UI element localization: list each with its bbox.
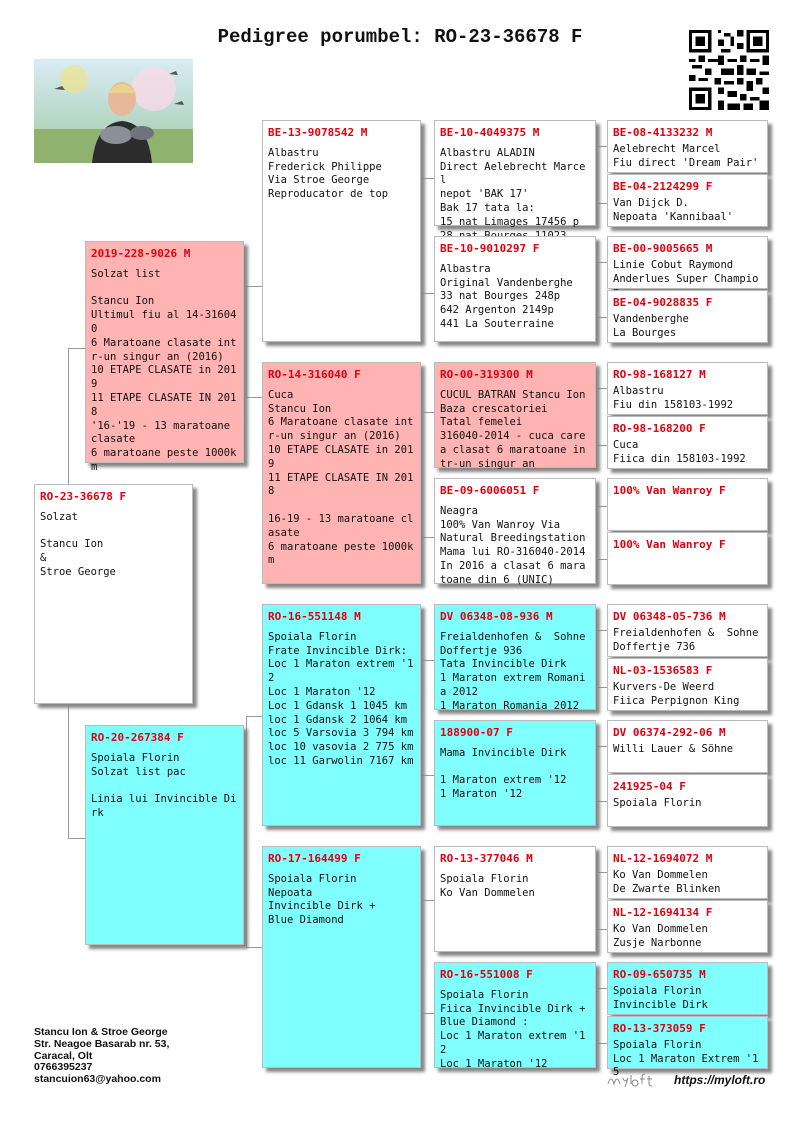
card-line [91,779,238,793]
ring-number: RO-20-267384 F [91,731,184,744]
card-line: Stancu Ion [268,402,332,415]
card-line: 1 Maraton '12 [440,788,523,801]
card-line: Fiica Perpignon King [613,694,740,707]
ring-number: DV 06348-05-736 M [613,610,726,623]
ring-number: DV 06374-292-06 M [613,726,726,739]
card-line: Spoiala Florin [440,872,529,885]
card-line: Mama lui RO-316040-2014 [440,546,586,559]
card-line: Freialdenhofen & Sohne [440,630,586,643]
card-line: Natural Breedingstation [440,532,586,545]
connector [246,286,263,398]
ring-number: 188900-07 F [440,726,513,739]
card-line: 33 nat Bourges 248p [440,290,561,303]
card-line: Loc 1 Maraton '12 [440,1057,548,1070]
ring-number: RO-13-377046 M [440,852,533,865]
ring-number: BE-08-4133232 M [613,126,713,139]
card-line: Spoiala Florin [91,751,180,764]
card-line: Albastru ALADIN [440,146,535,159]
pigeon-card-g4-1[interactable] [607,120,768,173]
ring-number: RO-13-373059 F [613,1022,706,1035]
card-line: Neagra [440,504,478,517]
ring-number: RO-16-551148 M [268,610,361,623]
card-line: Albastra [440,262,491,275]
pigeon-card-g4-13[interactable] [607,846,768,899]
card-line: Kurvers-De Weerd [613,680,715,693]
pigeon-card-g4-6[interactable] [607,416,768,469]
card-line: Fiu direct 'Dream Pair' [613,156,759,169]
card-line: 10 ETAPE CLASATE in 2019 [91,364,237,391]
connector [420,900,435,1014]
pigeon-card-sdd[interactable] [434,478,596,584]
connector [420,178,435,294]
card-line: Ko Van Dommelen [613,868,708,881]
card-line: 6 Maratoane clasate intr-un singur an (2016) [268,416,414,443]
card-line: Invincible Dirk + [268,900,376,913]
connector [420,412,435,538]
pigeon-card-sds[interactable] [434,362,596,468]
ring-number: DV 06348-08-936 M [440,610,553,623]
ring-number: RO-14-316040 F [268,368,361,381]
owner-phone: 0766395237 [34,1061,93,1074]
ring-number: RO-98-168200 F [613,422,706,435]
ring-number: RO-00-319300 M [440,368,533,381]
card-line: Fiica Invincible Dirk + Blue Diamond : [440,1002,592,1029]
qr-code[interactable] [689,30,769,110]
ring-number: 100% Van Wanroy F [613,484,726,497]
card-line: Cuca [613,438,639,451]
pigeon-card-g4-8[interactable] [607,532,768,585]
card-line [40,525,187,539]
ring-number: 2019-228-9026 M [91,247,191,260]
ring-number: RO-23-36678 F [40,490,127,503]
pigeon-card-dd[interactable] [262,846,421,1068]
ring-number: BE-10-4049375 M [440,126,540,139]
card-line: Loc 1 Maraton '12 [268,685,376,698]
card-line: Stancu Ion [91,295,155,308]
card-line: 11 ETAPE CLASATE IN 2018 [268,471,414,498]
pigeon-card-g4-7[interactable] [607,478,768,531]
connector [420,660,435,776]
card-line: Nepoata [268,886,313,899]
card-line: Fiu din 158103-1992 [613,398,734,411]
card-line: Reproducator de top [268,188,389,201]
owner-city: Caracal, Olt [34,1049,93,1062]
ring-number: RO-16-551008 F [440,968,533,981]
pigeon-card-sss[interactable] [434,120,596,226]
ring-number: BE-09-6006051 F [440,484,540,497]
card-line: Spoiala Florin [613,796,702,809]
card-line: Zusje Narbonne [613,936,702,949]
card-line: 6 maratoane peste 1000km [91,447,237,473]
card-line: Ultimul fiu al 14-316040 [91,309,237,335]
card-line: Spoiala Florin [440,988,529,1001]
card-line: Solzat list pac [91,765,186,778]
card-line: 642 Argenton 2149p [440,304,554,317]
card-line: Linia lui Invincible Dirk [91,793,237,819]
card-line: Tata Invincible Dirk [440,658,567,671]
pigeon-card-ss[interactable] [262,120,421,342]
ring-number: NL-12-1694134 F [613,906,713,919]
card-line: Loc 1 Maraton extrem '12 [440,1030,586,1056]
pigeon-card-ssd[interactable] [434,236,596,342]
card-line: 16-19 - 13 maratoane clasate [268,512,414,539]
card-line: Cuca [268,388,294,401]
card-line: Freialdenhofen & Sohne [613,626,759,639]
card-line: Ko Van Dommelen [440,886,535,899]
card-line: Frederick Philippe [268,160,382,173]
card-line: Spoiala Florin [613,1038,702,1051]
card-line: loc 5 Varsovia 3 794 km [268,727,414,740]
card-line: Bak 17 tata la: [440,201,535,214]
card-line: '16-'19 - 13 maratoane clasate [91,419,237,446]
card-line: Baza crescatoriei [440,402,548,415]
page-title: Pedigree porumbel: RO-23-36678 F [217,26,583,48]
card-line [91,282,238,296]
ring-number: BE-04-9028835 F [613,296,713,309]
card-line: 441 La Souterraine [440,317,554,330]
card-line: 316040-2014 - cuca care a clasat 6 maratoane intr-un singur an [440,430,592,470]
card-line: La Bourges [613,326,677,339]
card-line: Invincible Dirk [613,998,708,1011]
owner-contact [34,1027,169,1086]
pigeon-card-subject[interactable] [34,484,193,704]
card-line: 6 Maratoane clasate intr-un singur an (2016) [91,336,237,363]
card-line: Loc 1 Gdansk 1 1045 km [268,699,408,712]
card-line: 100% Van Wanroy Via [440,518,561,531]
card-line: 1 Maraton Romania 2012 [440,699,580,712]
pigeon-card-g4-16[interactable] [607,1016,768,1079]
card-line: Direct Aelebrecht Marcel [440,160,586,187]
card-line: loc 10 vasovia 2 775 km [268,741,414,754]
pigeon-card-g4-9[interactable] [607,604,768,657]
pigeon-card-g4-2[interactable] [607,174,768,227]
card-line: In 2016 a clasat 6 maratoane din 6 (UNIC) [440,559,586,586]
card-line: Solzat list [91,267,161,280]
card-line: 1 Maraton extrem '12 [440,774,567,787]
card-line: Linie Cobut Raymond [613,258,734,271]
pigeon-card-dss[interactable] [434,604,596,710]
ring-number: NL-03-1536583 F [613,664,713,677]
card-line: Doffertje 736 [613,640,696,653]
card-line: 10 ETAPE CLASATE in 2019 [268,443,414,470]
ring-number: BE-00-9005665 M [613,242,713,255]
card-line: Original Vandenberghe [440,276,573,289]
card-line: Willi Lauer & Söhne [613,742,734,755]
card-line: Vandenberghe [613,312,689,325]
pigeon-card-dam[interactable] [85,725,244,945]
card-line: Solzat [40,510,78,523]
owner-street: Str. Neagoe Basarab nr. 53, [34,1037,170,1050]
ring-number: 241925-04 F [613,780,686,793]
pigeon-card-g4-3[interactable] [607,236,768,289]
card-line: Stroe George [40,565,116,578]
pigeon-card-g4-12[interactable] [607,774,768,827]
card-line: Spoiala Florin [268,630,357,643]
card-line: 6 maratoane peste 1000km [268,540,414,567]
card-line: nepot 'BAK 17' [440,188,529,201]
ring-number: BE-13-9078542 M [268,126,368,139]
card-line [440,761,590,775]
card-line: Spoiala Florin [613,984,702,997]
card-line: Aelebrecht Marcel [613,142,721,155]
pigeon-card-ds[interactable] [262,604,421,826]
card-line: Anderlues Super Champio [613,272,759,285]
card-line: Albastru [268,146,319,159]
connector [246,716,263,948]
pigeon-card-g4-15[interactable] [607,962,768,1015]
ring-number: RO-98-168127 M [613,368,706,381]
card-line: Blue Diamond [268,914,344,927]
ring-number: RO-09-650735 M [613,968,706,981]
card-line: Loc 1 Maraton Extrem '15 [613,1052,759,1079]
owner-email[interactable]: stancuion63@yahoo.com [34,1073,161,1086]
card-line: 15 nat Limages 17456 p [440,215,580,228]
card-line: 1 Maraton extrem Romania 2012 [440,672,586,698]
card-line: Loc 1 Maraton extrem '12 [268,658,414,685]
card-line: Fiica din 158103-1992 [613,452,746,465]
card-line: Nepoata 'Kannibaal' [613,210,734,223]
pigeon-card-dsd[interactable] [434,720,596,826]
card-line: 11 ETAPE CLASATE IN 2018 [91,391,237,418]
pigeon-card-sd[interactable] [262,362,421,584]
card-line: Stancu Ion [40,538,104,551]
pigeon-card-sire[interactable] [85,241,244,473]
ring-number: RO-17-164499 F [268,852,361,865]
card-line: loc 1 Gdansk 2 1064 km [268,713,408,726]
ring-number: BE-10-9010297 F [440,242,540,255]
card-line: Spoiala Florin [268,872,357,885]
ring-number: 100% Van Wanroy F [613,538,726,551]
pigeon-card-dds[interactable] [434,846,596,952]
card-line: Via Stroe George [268,174,370,187]
card-line: De Zwarte Blinken [613,882,721,895]
card-line: Frate Invincible Dirk: [268,644,408,657]
owner-photo [34,59,193,163]
card-line: Albastru [613,384,664,397]
owner-names: Stancu Ion & Stroe George [34,1026,168,1038]
ring-number: BE-04-2124299 F [613,180,713,193]
pigeon-card-g4-5[interactable] [607,362,768,415]
myloft-logo [606,1072,664,1088]
card-line: loc 11 Garwolin 7167 km [268,754,414,767]
card-line: Tatal femelei [440,416,523,429]
website-link[interactable]: https://myloft.ro [674,1073,766,1087]
pigeon-card-g4-10[interactable] [607,658,768,711]
card-line: & [40,552,47,565]
ring-number: NL-12-1694072 M [613,852,713,865]
card-line: Ko Van Dommelen [613,922,708,935]
pigeon-card-g4-11[interactable] [607,720,768,773]
card-line: CUCUL BATRAN Stancu Ion [440,388,586,401]
card-line: Van Dijck D. [613,196,689,209]
pigeon-card-ddd[interactable] [434,962,596,1068]
card-line: Doffertje 936 [440,644,523,657]
card-line [268,499,415,513]
pigeon-card-g4-14[interactable] [607,900,768,953]
card-line: Mama Invincible Dirk [440,746,567,759]
pigeon-card-g4-4[interactable] [607,290,768,343]
